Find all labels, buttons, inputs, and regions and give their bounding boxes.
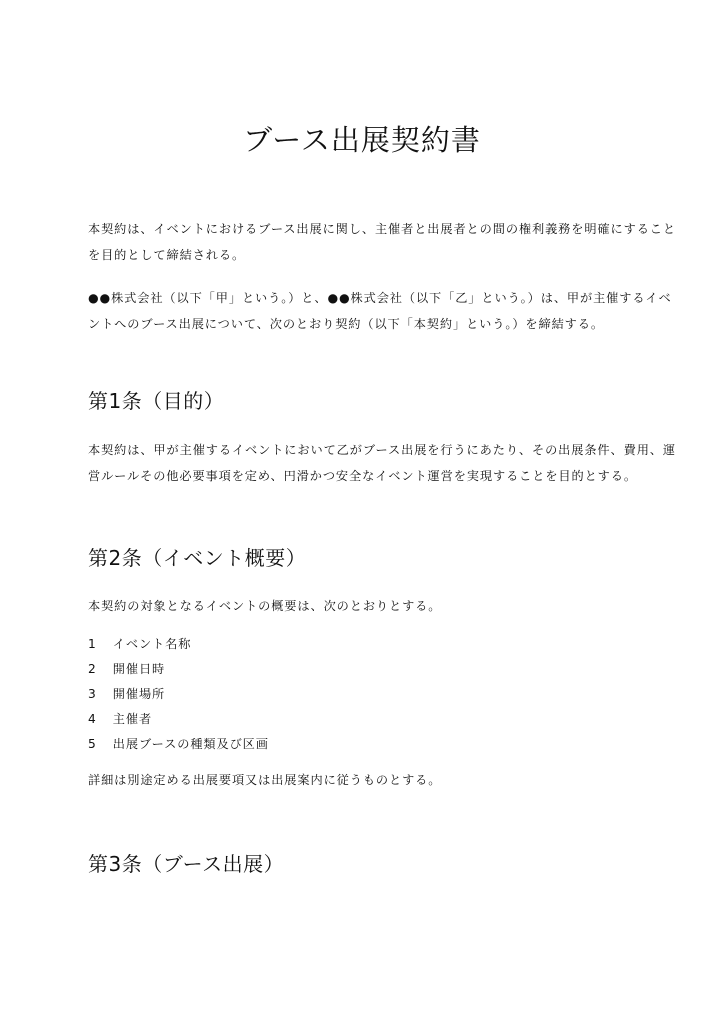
- list-item-text: 開催場所: [112, 687, 166, 701]
- list-item-number: 2: [88, 662, 97, 676]
- list-item-number: 4: [88, 712, 97, 726]
- article-3-heading: 第3条（ブース出展）: [88, 852, 285, 876]
- text-line: ントへのブース出展について、次のとおり契約（以下「本契約」という。）を締結する。: [88, 317, 604, 331]
- list-item-number: 3: [88, 687, 97, 701]
- text-line: 営ルールその他必要事項を定め、円滑かつ安全なイベント運営を実現することを目的とする。: [88, 469, 637, 483]
- text-line: 本契約の対象となるイベントの概要は、次のとおりとする。: [88, 599, 442, 613]
- list-item-text: 出展ブースの種類及び区画: [112, 737, 269, 751]
- text-line: を目的として締結される。: [88, 248, 246, 262]
- list-item: [88, 707, 269, 732]
- text-line: 詳細は別途定める出展要項又は出展案内に従うものとする。: [88, 773, 442, 787]
- preamble-purpose: [88, 216, 676, 268]
- list-item-text: 開催日時: [112, 662, 166, 676]
- list-item-number: 1: [88, 637, 97, 651]
- article-2-closing: [88, 767, 648, 793]
- list-item-text: イベント名称: [112, 637, 192, 651]
- article-1-body: [88, 437, 676, 489]
- article-1-heading: 第1条（目的）: [88, 389, 225, 413]
- list-item: [88, 682, 269, 707]
- text-line: ●●株式会社（以下「甲」という。）と、●●株式会社（以下「乙」という。）は、甲が主催するイベ: [88, 291, 672, 305]
- document-title: ブース出展契約書: [243, 123, 481, 157]
- list-item: [88, 732, 269, 757]
- preamble-parties: [88, 285, 672, 337]
- list-item: [88, 657, 269, 682]
- event-overview-list: [88, 632, 269, 757]
- text-line: 本契約は、イベントにおけるブース出展に関し、主催者と出展者との間の権利義務を明確にすること: [88, 222, 676, 236]
- list-item-text: 主催者: [112, 712, 153, 726]
- list-item: [88, 632, 269, 657]
- article-2-heading: 第2条（イベント概要）: [88, 546, 307, 570]
- list-item-number: 5: [88, 737, 97, 751]
- article-2-intro: [88, 593, 648, 619]
- text-line: 本契約は、甲が主催するイベントにおいて乙がブース出展を行うにあたり、その出展条件、費用、運: [88, 443, 676, 457]
